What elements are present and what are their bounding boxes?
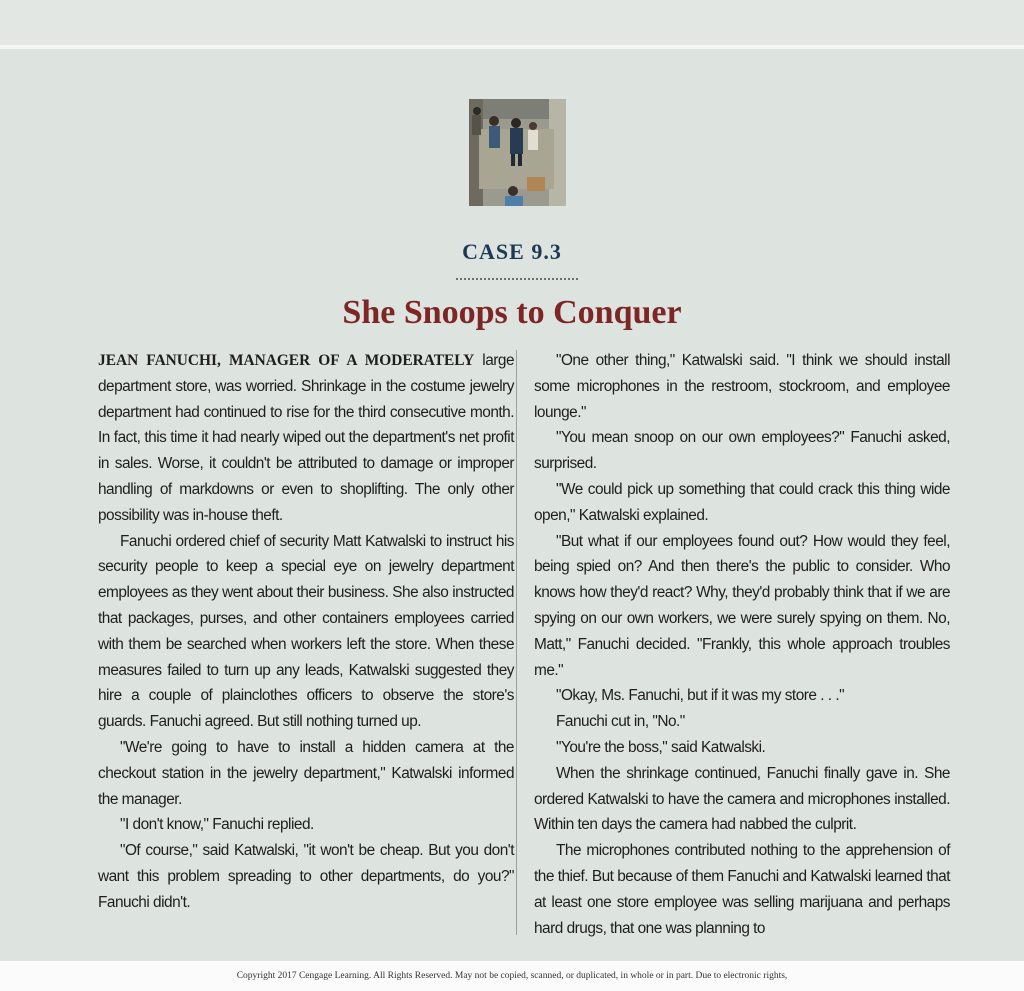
store-security-photo [469,99,566,206]
case-number: CASE 9.3 [462,239,562,264]
left-column [98,348,514,938]
paragraph: "You mean snoop on our own employees?" Fanuchi asked, surprised. [534,429,950,473]
case-title: She Snoops to Conquer [342,294,682,331]
top-margin [0,0,1024,45]
paragraph: When the shrinkage continued, Fanuchi finally gave in. She ordered Katwalski to have the camera and microphones installed. Within ten days the camera had nabbed the culprit. [534,764,950,834]
column-divider [516,350,517,935]
paragraph: "Okay, Ms. Fanuchi, but if it was my store . . ." [556,687,845,705]
paragraph: "You're the boss," said Katwalski. [556,738,766,756]
title-dotted-rule [456,278,578,280]
paragraph: The microphones contributed nothing to the apprehension of the thief. But because of them Fanuchi and Katwalski learned that at least one store employee was selling marijuana and perhaps hard drugs, that one was planning to [534,842,950,937]
right-column [534,348,950,938]
paragraph: "One other thing," Katwalski said. "I think we should install some microphones in the restroom, stockroom, and employee lounge." [534,352,950,421]
paragraph [98,348,514,529]
paragraph: Fanuchi ordered chief of security Matt Katwalski to instruct his security people to keep a special eye on jewelry department employees as they went about their business. She also instructed that packages, purses, and other containers employees carried with them be searched when workers left the store. When these measures failed to turn up any leads, Katwalski suggested they hire a couple of plainclothes officers to observe the store's guards. Fanuchi agreed. But still nothing turned up. [98,532,514,731]
paragraph: "Of course," said Katwalski, "it won't be cheap. But you don't want this problem spreading to other departments, do you?" Fanuchi didn't. [98,842,514,911]
copyright-notice: Copyright 2017 Cengage Learning. All Rights Reserved. May not be copied, scanned, or duplicated, in whole or in part. Due to electronic rights, [0,961,1024,991]
paragraph: "But what if our employees found out? How would they feel, being spied on? And then there's the public to consider. Who knows how they'd react? Why, they'd probably think that if we are spying on our own workers, we were surely spying on them. No, Matt," Fanuchi decided. "Frankly, this whole approach troubles me." [534,532,950,679]
paragraph: Fanuchi cut in, "No." [556,713,685,731]
paragraph-text: large department store, was worried. Shrinkage in the costume jewelry department had continued to rise for the third consecutive month. In fact, this time it had nearly wiped out the department's net profit in sales. Worse, it couldn't be attributed to damage or improper handling of markdowns or even to shoplifting. The only other possibility was in-house theft. [98,352,515,524]
paragraph: "We could pick up something that could crack this thing wide open," Katwalski explained. [534,480,950,524]
paragraph: "I don't know," Fanuchi replied. [120,816,314,834]
lead-in-caps: JEAN FANUCHI, MANAGER OF A MODERATELY [98,352,475,369]
paragraph: "We're going to have to install a hidden camera at the checkout station in the jewelry department," Katwalski informed the manager. [98,738,514,808]
